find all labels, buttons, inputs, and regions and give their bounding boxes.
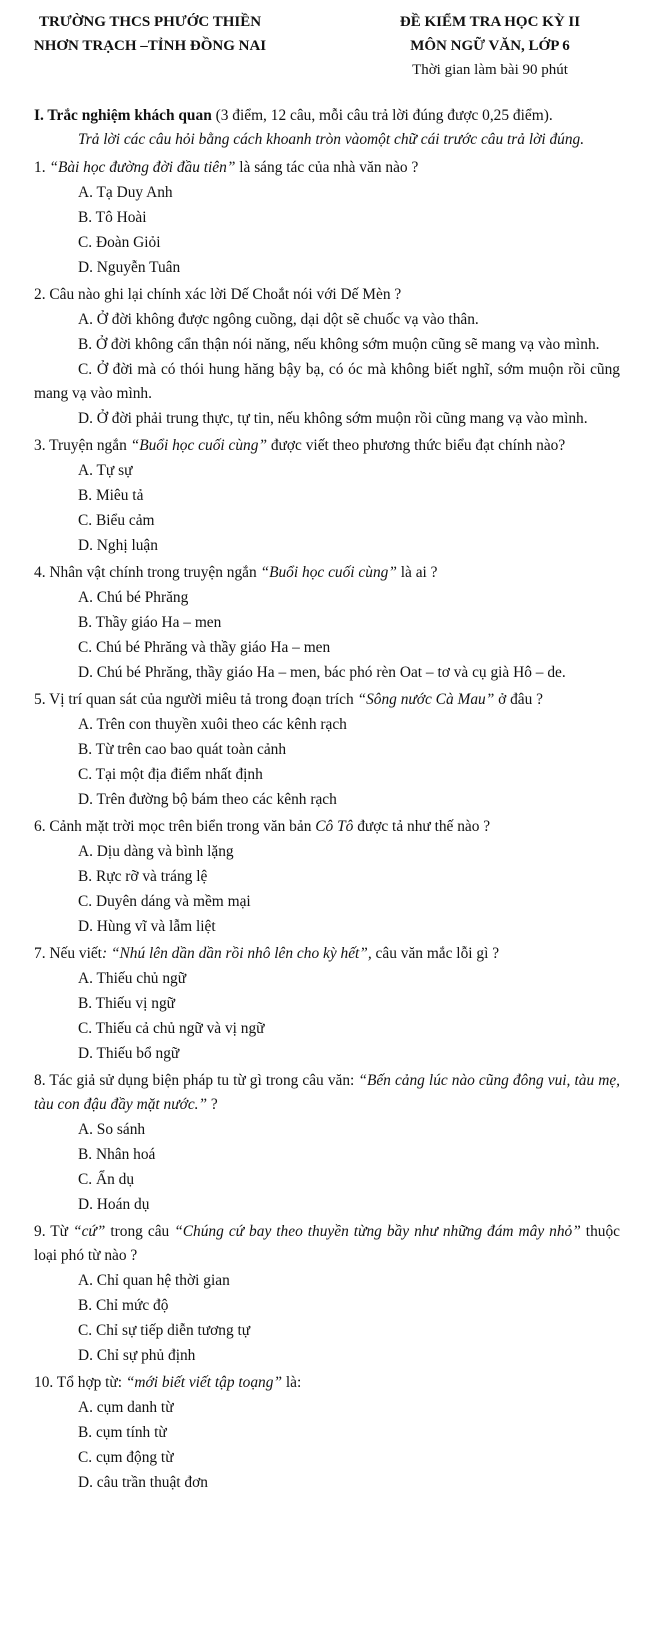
answer-option[interactable]: A. Chú bé Phrăng	[78, 589, 189, 606]
question-text: trong câu	[105, 1223, 175, 1240]
exam-title: ĐỀ KIỂM TRA HỌC KỲ II	[399, 14, 581, 30]
answer-option[interactable]: B. cụm tính từ	[78, 1424, 167, 1441]
question-text: thuộc loại phó từ nào ?	[34, 1223, 621, 1264]
answer-option[interactable]: C. Tại một địa điểm nhất định	[78, 766, 263, 783]
answer-option[interactable]: B. Miêu tả	[78, 487, 144, 504]
section-title-bold: I. Trắc nghiệm khách quan	[34, 107, 212, 124]
school-header	[0, 10, 300, 58]
question-text: ?	[207, 1096, 218, 1113]
answer-option[interactable]: C. Chú bé Phrăng và thầy giáo Ha – men	[78, 639, 331, 656]
question	[34, 1220, 620, 1268]
question-text: câu văn mắc lỗi gì ?	[371, 945, 500, 962]
question-quote: “Sông nước Cà Mau”	[357, 691, 495, 708]
question-text: 4. Nhân vật chính trong truyện ngắn	[34, 564, 261, 581]
question-quote: “cứ”	[73, 1223, 106, 1240]
answer-option[interactable]: C. Duyên dáng và mềm mại	[78, 893, 251, 910]
answer-option[interactable]: A. Tự sự	[78, 462, 133, 479]
question	[34, 434, 620, 458]
answer-option[interactable]: A. Chỉ quan hệ thời gian	[78, 1272, 230, 1289]
answer-option[interactable]: B. Ở đời không cẩn thận nói năng, nếu không sớm muộn cũng sẽ mang vạ vào mình.	[78, 336, 600, 353]
answer-option[interactable]: C. Ẩn dụ	[78, 1171, 135, 1188]
school-name: TRƯỜNG THCS PHƯỚC THIỀN	[38, 14, 262, 30]
answer-option[interactable]: A. So sánh	[78, 1121, 146, 1138]
answer-option[interactable]: D. Chú bé Phrăng, thầy giáo Ha – men, bác phó rèn Oat – tơ và cụ già Hô – de.	[78, 664, 566, 681]
question-text: 8. Tác giả sử dụng biện pháp tu từ gì trong câu văn:	[34, 1072, 359, 1089]
section-title-rest: (3 điểm, 12 câu, mỗi câu trả lời đúng được 0,25 điểm).	[211, 107, 553, 124]
answer-option[interactable]: B. Thiếu vị ngữ	[78, 995, 175, 1012]
question	[34, 156, 620, 180]
question-quote: “Buổi học cuối cùng”	[130, 437, 268, 454]
question-text: 6. Cảnh mặt trời mọc trên biển trong văn bản	[34, 818, 316, 835]
question-quote: “Bến cảng lúc nào cũng đông vui, tàu mẹ, tàu con đậu đầy mặt nước.”	[34, 1072, 620, 1113]
answer-option[interactable]: A. Trên con thuyền xuôi theo các kênh rạch	[78, 716, 347, 733]
answer-option[interactable]: D. Nghị luận	[78, 537, 158, 554]
answer-option[interactable]: B. Chỉ mức độ	[78, 1297, 169, 1314]
question-text: 7. Nếu viết	[34, 945, 102, 962]
answer-option[interactable]: A. Thiếu chủ ngữ	[78, 970, 187, 987]
answer-option[interactable]: D. Nguyễn Tuân	[78, 259, 181, 276]
answer-option[interactable]: B. Tô Hoài	[78, 209, 147, 226]
question-text: 5. Vị trí quan sát của người miêu tả trong đoạn trích	[34, 691, 358, 708]
exam-content	[34, 104, 620, 1495]
answer-option[interactable]: C. Ở đời mà có thói hung hăng bậy bạ, có óc mà không biết nghĩ, sớm muộn rồi cũng mang vạ vào mình.	[34, 361, 620, 402]
question-text: là ai ?	[396, 564, 438, 581]
question	[34, 1069, 620, 1117]
answer-option[interactable]: B. Thầy giáo Ha – men	[78, 614, 222, 631]
answer-option[interactable]: D. Hoán dụ	[78, 1196, 150, 1213]
question-quote: “Bài học đường đời đầu tiên”	[49, 159, 236, 176]
question-quote: “Buổi học cuối cùng”	[260, 564, 397, 581]
answer-option[interactable]: C. cụm động từ	[78, 1449, 174, 1466]
question-text: 2. Câu nào ghi lại chính xác lời Dế Choắt nói với Dế Mèn ?	[34, 286, 402, 303]
section-instruction: Trả lời các câu hỏi bằng cách khoanh tròn vàomột chữ cái trước câu trả lời đúng.	[78, 131, 585, 148]
question-quote: “mới biết viết tập toạng”	[125, 1374, 283, 1391]
question-text: là sáng tác của nhà văn nào ?	[235, 159, 419, 176]
answer-option[interactable]: A. cụm danh từ	[78, 1399, 174, 1416]
answer-option[interactable]: D. Hùng vĩ và lẫm liệt	[78, 918, 216, 935]
answer-option[interactable]: A. Dịu dàng và bình lặng	[78, 843, 234, 860]
question	[34, 283, 620, 307]
answer-option[interactable]: A. Ở đời không được ngông cuồng, dại dột sẽ chuốc vạ vào thân.	[78, 311, 479, 328]
question	[34, 815, 620, 839]
question-text: 1.	[34, 159, 50, 176]
question	[34, 1371, 620, 1395]
exam-header	[330, 10, 650, 82]
question-text: 10. Tổ hợp từ:	[34, 1374, 126, 1391]
answer-option[interactable]: C. Biểu cảm	[78, 512, 155, 529]
answer-option[interactable]: B. Nhân hoá	[78, 1146, 156, 1163]
question-text: được tả như thế nào ?	[353, 818, 491, 835]
answer-option[interactable]: D. Trên đường bộ bám theo các kênh rạch	[78, 791, 337, 808]
section-title	[34, 104, 620, 128]
question	[34, 688, 620, 712]
question-text: được viết theo phương thức biểu đạt chính nào?	[267, 437, 566, 454]
question-quote: : “Nhú lên dần dần rồi nhô lên cho kỳ hết”,	[101, 945, 372, 962]
exam-subject: MÔN NGỮ VĂN, LỚP 6	[410, 38, 570, 54]
answer-option[interactable]: D. Ở đời phải trung thực, tự tin, nếu không sớm muộn rồi cũng mang vạ vào mình.	[78, 410, 588, 427]
question-text: ở đâu ?	[494, 691, 544, 708]
school-location: NHƠN TRẠCH –TỈNH ĐỒNG NAI	[33, 38, 267, 54]
answer-option[interactable]: B. Từ trên cao bao quát toàn cảnh	[78, 741, 287, 758]
question-text: là:	[282, 1374, 302, 1391]
answer-option[interactable]: C. Thiếu cả chủ ngữ và vị ngữ	[78, 1020, 265, 1037]
question-quote: “Chúng cứ bay theo thuyền từng bầy như những đám mây nhỏ”	[174, 1223, 581, 1240]
answer-option[interactable]: C. Đoàn Giỏi	[78, 234, 161, 251]
question-quote: Cô Tô	[315, 818, 354, 835]
exam-time: Thời gian làm bài 90 phút	[412, 62, 568, 78]
question	[34, 561, 620, 585]
answer-option[interactable]: D. Chỉ sự phủ định	[78, 1347, 196, 1364]
question-text: 9. Từ	[34, 1223, 74, 1240]
answer-option[interactable]: A. Tạ Duy Anh	[78, 184, 173, 201]
question	[34, 942, 620, 966]
answer-option[interactable]: D. Thiếu bổ ngữ	[78, 1045, 180, 1062]
answer-option[interactable]: D. câu trần thuật đơn	[78, 1474, 208, 1491]
answer-option[interactable]: B. Rực rỡ và tráng lệ	[78, 868, 208, 885]
question-text: 3. Truyện ngắn	[34, 437, 131, 454]
answer-option[interactable]: C. Chỉ sự tiếp diễn tương tự	[78, 1322, 251, 1339]
